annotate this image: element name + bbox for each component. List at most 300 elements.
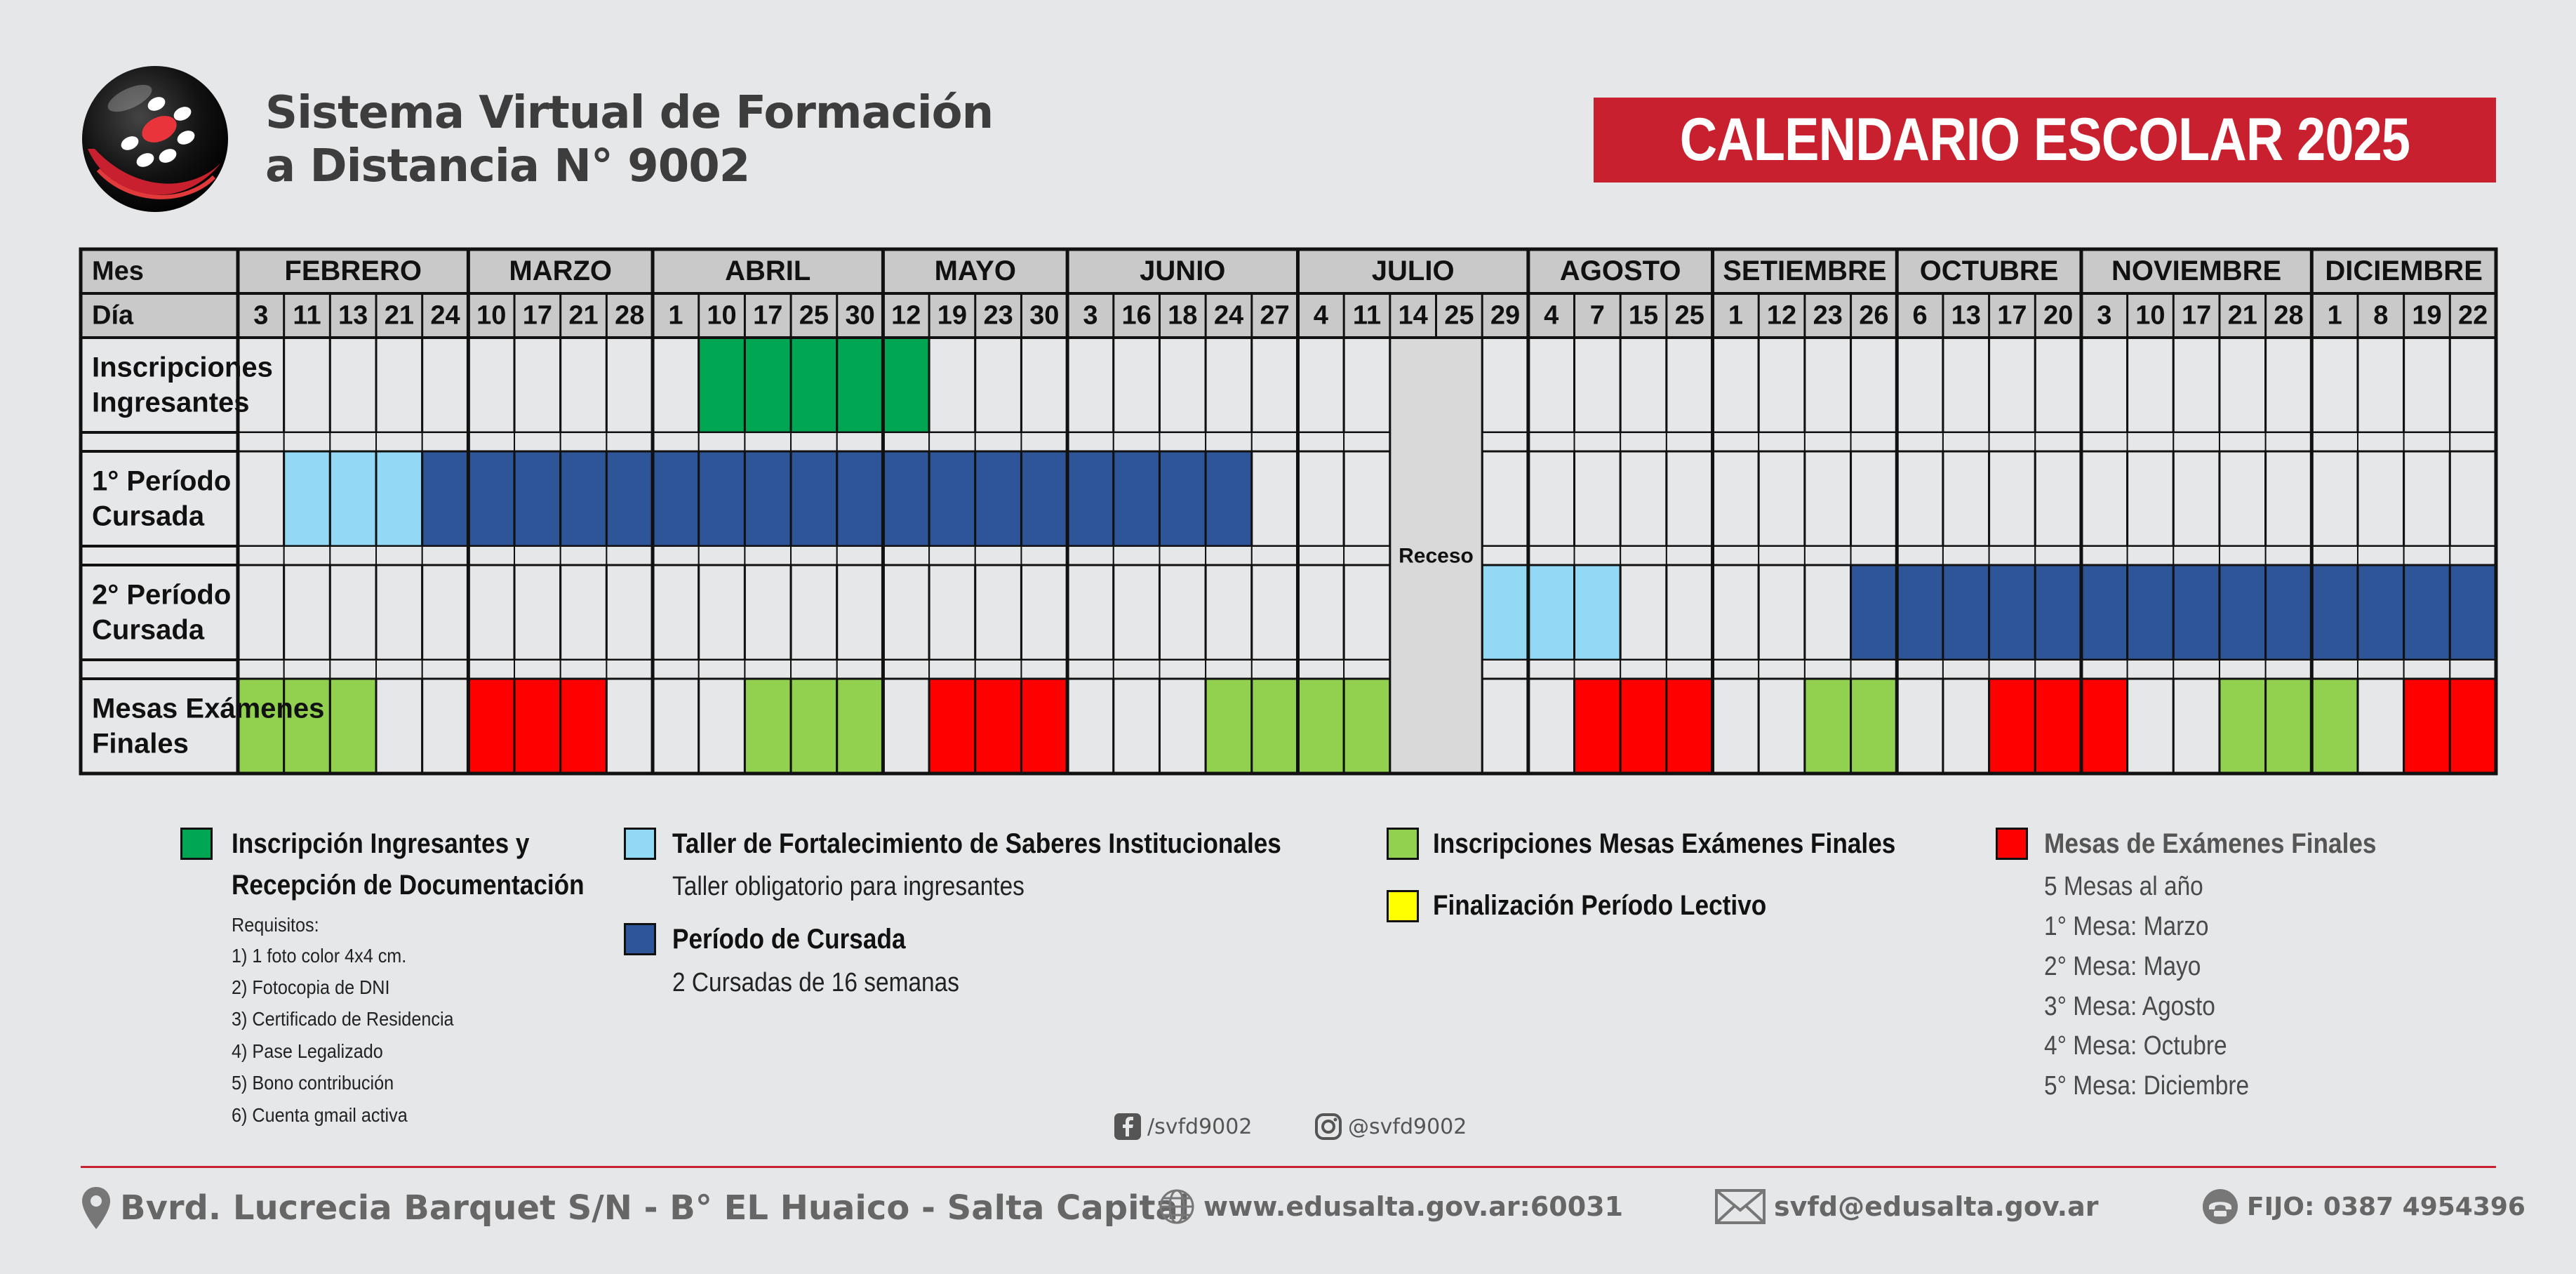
calendar-cell: [2358, 679, 2404, 774]
instagram-icon: [1314, 1113, 1342, 1141]
svfd-logo: [81, 65, 230, 214]
spacer-cell: [376, 546, 422, 565]
spacer-cell: [1067, 432, 1114, 451]
spacer-cell: [1943, 546, 1989, 565]
month-header: OCTUBRE: [1919, 256, 2059, 287]
month-header: DICIEMBRE: [2325, 256, 2483, 287]
calendar-cell: [1344, 338, 1390, 432]
day-header: 26: [1859, 300, 1889, 331]
calendar-cell: [1528, 679, 1575, 774]
spacer-cell: [883, 432, 929, 451]
spacer-cell: [1667, 546, 1713, 565]
spacer-cell: [975, 546, 1022, 565]
spacer-cell: [699, 660, 745, 679]
spacer-cell: [2358, 432, 2404, 451]
calendar-cell: [1667, 679, 1713, 774]
calendar-cell: [975, 451, 1022, 546]
legend-swatch-mesas: [1996, 828, 2028, 860]
spacer-cell: [514, 660, 561, 679]
row-label-line2: Finales: [92, 728, 189, 759]
row-label-line1: 1° Período: [92, 465, 232, 497]
calendar-cell: [1713, 565, 1759, 660]
calendar-cell: [561, 338, 607, 432]
calendar-cell: [2450, 565, 2496, 660]
spacer-cell: [1713, 546, 1759, 565]
calendar-cell: [1344, 679, 1390, 774]
spacer-cell: [1344, 432, 1390, 451]
spacer-cell: [791, 546, 837, 565]
spacer-cell: [2404, 660, 2450, 679]
legend-mesas-title: Mesas de Exámenes Finales: [2044, 828, 2377, 859]
day-header: 1: [2327, 300, 2342, 331]
calendar-cell: [1989, 451, 2036, 546]
calendar-cell: [837, 338, 883, 432]
calendar-cell: [1021, 565, 1067, 660]
calendar-cell: [2173, 451, 2220, 546]
calendar-cell: [561, 679, 607, 774]
spacer-cell: [1759, 546, 1805, 565]
footer-divider: [81, 1166, 2496, 1168]
calendar-cell: [376, 338, 422, 432]
calendar-cell: [376, 679, 422, 774]
calendar-cell: [745, 338, 791, 432]
calendar-cell: [1344, 565, 1390, 660]
calendar-cell: [1575, 565, 1621, 660]
spacer-cell: [1067, 546, 1114, 565]
day-header: 22: [2458, 300, 2488, 331]
spacer-cell: [330, 660, 376, 679]
calendar-cell: [1528, 565, 1575, 660]
instagram-handle: @svfd9002: [1348, 1114, 1467, 1139]
calendar-cell: [883, 565, 929, 660]
calendar-cell: [745, 565, 791, 660]
spacer-cell: [929, 546, 975, 565]
calendar-cell: [699, 565, 745, 660]
calendar-cell: [422, 338, 469, 432]
spacer-cell: [1021, 660, 1067, 679]
calendar-cell: [1206, 338, 1252, 432]
calendar-cell: [1759, 451, 1805, 546]
spacer-cell: [883, 546, 929, 565]
spacer-cell: [422, 432, 469, 451]
spacer-cell: [1620, 660, 1667, 679]
day-header: 23: [1813, 300, 1843, 331]
legend-finalizacion-title: Finalización Período Lectivo: [1433, 890, 1767, 921]
calendar-cell: [1667, 565, 1713, 660]
calendar-cell: [2220, 679, 2266, 774]
calendar-cell: [561, 565, 607, 660]
mesas-line: 3° Mesa: Agosto: [2044, 992, 2215, 1021]
spacer-cell: [2035, 660, 2081, 679]
address-text: Bvrd. Lucrecia Barquet S/N - B° EL Huaico - Salta Capital: [120, 1188, 1190, 1228]
spacer-cell: [1897, 546, 1943, 565]
spacer-cell: [1252, 546, 1298, 565]
day-header: 20: [2043, 300, 2074, 331]
mesas-line: 4° Mesa: Octubre: [2044, 1031, 2227, 1061]
spacer-cell: [2173, 432, 2220, 451]
spacer-cell: [929, 660, 975, 679]
spacer-cell: [1252, 432, 1298, 451]
requisito-item: 2) Fotocopia de DNI: [232, 976, 390, 998]
month-header: AGOSTO: [1559, 256, 1681, 287]
calendar-cell: [1805, 451, 1851, 546]
day-header: 11: [293, 300, 321, 331]
calendar-cell: [1114, 451, 1160, 546]
spacer-cell: [2128, 432, 2174, 451]
calendar-cell: [2081, 679, 2128, 774]
day-header: 3: [2097, 300, 2112, 331]
spacer-cell: [1989, 546, 2036, 565]
spacer-cell: [2358, 660, 2404, 679]
calendar-cell: [699, 679, 745, 774]
spacer-cell: [2173, 546, 2220, 565]
month-header: JUNIO: [1140, 256, 1226, 287]
calendar-cell: [1159, 679, 1206, 774]
legend-swatch-ingresantes: [180, 828, 213, 860]
spacer-cell: [2220, 432, 2266, 451]
spacer-cell: [468, 432, 514, 451]
spacer-cell: [1482, 660, 1528, 679]
day-header: 19: [937, 300, 968, 331]
instagram-link[interactable]: [1314, 1113, 1467, 1141]
calendar-cell: [606, 565, 653, 660]
calendar-cell: [1206, 451, 1252, 546]
calendar-cell: [2404, 451, 2450, 546]
day-header: 6: [1912, 300, 1928, 331]
day-header: 21: [2227, 300, 2257, 331]
spacer-cell: [1114, 432, 1160, 451]
day-header: 24: [430, 300, 460, 331]
calendar-cell: [1897, 451, 1943, 546]
footer-address: [81, 1186, 1189, 1230]
day-header: 17: [522, 300, 553, 331]
calendar-cell: [2404, 565, 2450, 660]
spacer-cell: [238, 660, 284, 679]
spacer-cell: [1482, 546, 1528, 565]
calendar-cell: [284, 565, 331, 660]
calendar-cell: [1114, 565, 1160, 660]
spacer-cell: [1297, 660, 1344, 679]
calendar-cell: [2128, 679, 2174, 774]
mesas-line: 5 Mesas al año: [2044, 872, 2203, 901]
spacer-cell: [238, 546, 284, 565]
spacer-cell: [1114, 546, 1160, 565]
footer-email[interactable]: [1715, 1189, 2098, 1224]
calendar-cell: [1252, 451, 1298, 546]
calendar-cell: [975, 679, 1022, 774]
calendar-cell: [1620, 451, 1667, 546]
month-header: JULIO: [1371, 256, 1455, 287]
calendar-cell: [1805, 565, 1851, 660]
calendar-cell: [238, 565, 284, 660]
envelope-icon: [1715, 1189, 1766, 1224]
legend-swatch-insc-mesas: [1387, 828, 1419, 860]
spacer-cell: [1943, 660, 1989, 679]
calendar-cell: [1482, 338, 1528, 432]
calendar-cell: [2266, 451, 2312, 546]
calendar-cell: [1620, 565, 1667, 660]
calendar-cell: [238, 451, 284, 546]
month-header: SETIEMBRE: [1723, 256, 1887, 287]
day-header: 7: [1589, 300, 1605, 331]
calendar-cell: [561, 451, 607, 546]
spacer-cell: [1067, 660, 1114, 679]
spacer-cell: [1805, 432, 1851, 451]
day-header: 29: [1490, 300, 1521, 331]
calendar-cell: [2266, 679, 2312, 774]
spacer-cell: [699, 432, 745, 451]
day-header: 19: [2412, 300, 2442, 331]
spacer-cell: [1897, 660, 1943, 679]
email-text: svfd@edusalta.gov.ar: [1774, 1191, 2099, 1222]
spacer-cell: [284, 432, 331, 451]
calendar-cell: [2311, 338, 2358, 432]
calendar-cell: [745, 451, 791, 546]
spacer-cell: [561, 432, 607, 451]
spacer-cell: [745, 432, 791, 451]
calendar-cell: [929, 338, 975, 432]
globe-icon: [1159, 1188, 1195, 1225]
calendar-cell: [2081, 338, 2128, 432]
calendar-cell: [1206, 679, 1252, 774]
calendar-cell: [1897, 565, 1943, 660]
calendar-cell: [1252, 679, 1298, 774]
calendar-cell: [1252, 338, 1298, 432]
calendar-cell: [2173, 679, 2220, 774]
calendar-cell: [1943, 451, 1989, 546]
spacer-cell: [1620, 432, 1667, 451]
calendar-cell: [1575, 679, 1621, 774]
spacer-cell: [468, 546, 514, 565]
calendar-cell: [745, 679, 791, 774]
calendar-cell: [422, 451, 469, 546]
day-header: 17: [1997, 300, 2027, 331]
spacer-cell: [2081, 432, 2128, 451]
calendar-cell: [699, 451, 745, 546]
month-header: NOVIEMBRE: [2111, 256, 2282, 287]
calendar-cell: [791, 451, 837, 546]
spacer-cell: [1297, 432, 1344, 451]
day-header: 28: [615, 300, 645, 331]
spacer-cell: [837, 546, 883, 565]
spacer-cell: [376, 660, 422, 679]
calendar-cell: [468, 338, 514, 432]
spacer-cell: [837, 432, 883, 451]
calendar-cell: [330, 451, 376, 546]
spacer-cell: [514, 546, 561, 565]
calendar-cell: [653, 679, 699, 774]
spacer-cell: [653, 660, 699, 679]
calendar-cell: [1759, 338, 1805, 432]
calendar-cell: [929, 679, 975, 774]
spacer-cell: [1344, 660, 1390, 679]
facebook-icon: [1114, 1113, 1142, 1141]
calendar-cell: [837, 451, 883, 546]
calendar-cell: [1667, 338, 1713, 432]
calendar-cell: [1114, 338, 1160, 432]
row-label-line1: Mesas Exámenes: [92, 693, 325, 724]
day-header: 24: [1213, 300, 1244, 331]
day-header: 18: [1168, 300, 1198, 331]
spacer-cell: [1021, 546, 1067, 565]
calendar-cell: [422, 679, 469, 774]
spacer-cell: [1805, 546, 1851, 565]
calendar-cell: [1482, 679, 1528, 774]
spacer-cell: [2035, 546, 2081, 565]
mes-label: Mes: [92, 256, 144, 286]
spacer-cell: [1575, 432, 1621, 451]
calendar-cell: [1528, 451, 1575, 546]
mesas-line: 2° Mesa: Mayo: [2044, 952, 2201, 981]
spacer-cell: [975, 432, 1022, 451]
footer-website[interactable]: [1159, 1188, 1623, 1225]
spacer-cell: [330, 432, 376, 451]
day-header: 13: [1951, 300, 1981, 331]
calendar-cell: [1297, 338, 1344, 432]
requisito-item: 5) Bono contribución: [232, 1072, 394, 1094]
requisito-item: 4) Pase Legalizado: [232, 1040, 383, 1062]
spacer-cell: [2266, 660, 2312, 679]
calendar-cell: [791, 565, 837, 660]
calendar-cell: [284, 451, 331, 546]
org-title-line1: Sistema Virtual de Formación: [265, 87, 994, 139]
spacer-cell: [653, 546, 699, 565]
calendar-cell: [1297, 451, 1344, 546]
spacer-cell: [1713, 660, 1759, 679]
calendar-cell: [2311, 451, 2358, 546]
day-header: 27: [1260, 300, 1290, 331]
calendar-cell: [2450, 679, 2496, 774]
calendar-cell: [1897, 338, 1943, 432]
calendar-cell: [1297, 565, 1344, 660]
calendar-cell: [1067, 338, 1114, 432]
facebook-link[interactable]: [1114, 1113, 1252, 1141]
day-header: 3: [1083, 300, 1098, 331]
calendar-cell: [606, 338, 653, 432]
legend-insc-mesas-title: Inscripciones Mesas Exámenes Finales: [1433, 828, 1896, 859]
spacer-cell: [1759, 660, 1805, 679]
day-header: 25: [799, 300, 829, 331]
day-header: 13: [338, 300, 368, 331]
calendar-cell: [1989, 338, 2036, 432]
day-header: 10: [2135, 300, 2165, 331]
spacer-cell: [2311, 432, 2358, 451]
calendar-cell: [2128, 338, 2174, 432]
requisito-item: 1) 1 foto color 4x4 cm.: [232, 945, 407, 967]
spacer-cell: [1206, 660, 1252, 679]
calendar-cell: [975, 565, 1022, 660]
calendar-cell: [1206, 565, 1252, 660]
calendar-cell: [2358, 451, 2404, 546]
calendar-cell: [1805, 679, 1851, 774]
calendar-cell: [2404, 679, 2450, 774]
spacer-cell: [1159, 432, 1206, 451]
day-header: 3: [253, 300, 269, 331]
calendar-cell: [376, 451, 422, 546]
row-label-line2: Ingresantes: [92, 387, 250, 418]
spacer-cell: [1114, 660, 1160, 679]
calendar-cell: [1759, 565, 1805, 660]
day-header: 4: [1544, 300, 1559, 331]
calendar-cell: [1297, 679, 1344, 774]
calendar-cell: [1897, 679, 1943, 774]
day-header: 16: [1121, 300, 1152, 331]
spacer-cell: [1344, 546, 1390, 565]
spacer-cell: [1667, 432, 1713, 451]
month-header: ABRIL: [725, 256, 811, 287]
spacer-cell: [1851, 432, 1897, 451]
calendar-cell: [1943, 679, 1989, 774]
receso-label: Receso: [1399, 544, 1474, 568]
calendar-cell: [1067, 679, 1114, 774]
day-header: 10: [707, 300, 737, 331]
calendar-cell: [1851, 338, 1897, 432]
calendar-cell: [330, 565, 376, 660]
calendar-cell: [1021, 338, 1067, 432]
spacer-cell: [1528, 660, 1575, 679]
spacer-cell: [1528, 546, 1575, 565]
dia-label: Día: [92, 300, 134, 331]
calendar-cell: [606, 451, 653, 546]
day-header: 14: [1398, 300, 1428, 331]
spacer-cell: [1159, 546, 1206, 565]
legend-cursada-title: Período de Cursada: [672, 924, 906, 955]
spacer-cell: [1851, 546, 1897, 565]
spacer-cell: [1620, 546, 1667, 565]
calendar-cell: [468, 679, 514, 774]
month-header: FEBRERO: [284, 256, 422, 287]
day-header: 12: [891, 300, 921, 331]
calendar-cell: [975, 338, 1022, 432]
day-header: 1: [1728, 300, 1743, 331]
spacer-cell: [837, 660, 883, 679]
spacer-cell: [2035, 432, 2081, 451]
calendar-cell: [1114, 679, 1160, 774]
calendar-cell: [1482, 565, 1528, 660]
day-header: 12: [1766, 300, 1797, 331]
day-header: 17: [753, 300, 783, 331]
legend-cursada-sub: 2 Cursadas de 16 semanas: [672, 968, 959, 997]
calendar-cell: [883, 679, 929, 774]
website-text: www.edusalta.gov.ar:60031: [1203, 1191, 1624, 1222]
spacer-cell: [2450, 660, 2496, 679]
spacer-cell: [2450, 546, 2496, 565]
calendar-cell: [1851, 451, 1897, 546]
phone-icon: [2202, 1188, 2238, 1225]
spacer-cell: [2266, 432, 2312, 451]
spacer-cell: [1713, 432, 1759, 451]
spacer-cell: [1989, 660, 2036, 679]
day-header: 1: [668, 300, 683, 331]
calendar-cell: [422, 565, 469, 660]
calendar-cell: [791, 679, 837, 774]
spacer-cell: [606, 660, 653, 679]
day-header: 11: [1352, 300, 1382, 331]
spacer-cell: [2311, 546, 2358, 565]
spacer-cell: [1297, 546, 1344, 565]
spacer-cell: [1897, 432, 1943, 451]
calendar-cell: [883, 338, 929, 432]
calendar-cell: [2081, 565, 2128, 660]
calendar-cell: [653, 565, 699, 660]
spacer-cell: [1159, 660, 1206, 679]
day-header: 10: [476, 300, 507, 331]
calendar-cell: [2220, 565, 2266, 660]
spacer-cell: [1989, 432, 2036, 451]
calendar-cell: [1805, 338, 1851, 432]
calendar-cell: [1159, 565, 1206, 660]
spacer-cell: [1851, 660, 1897, 679]
